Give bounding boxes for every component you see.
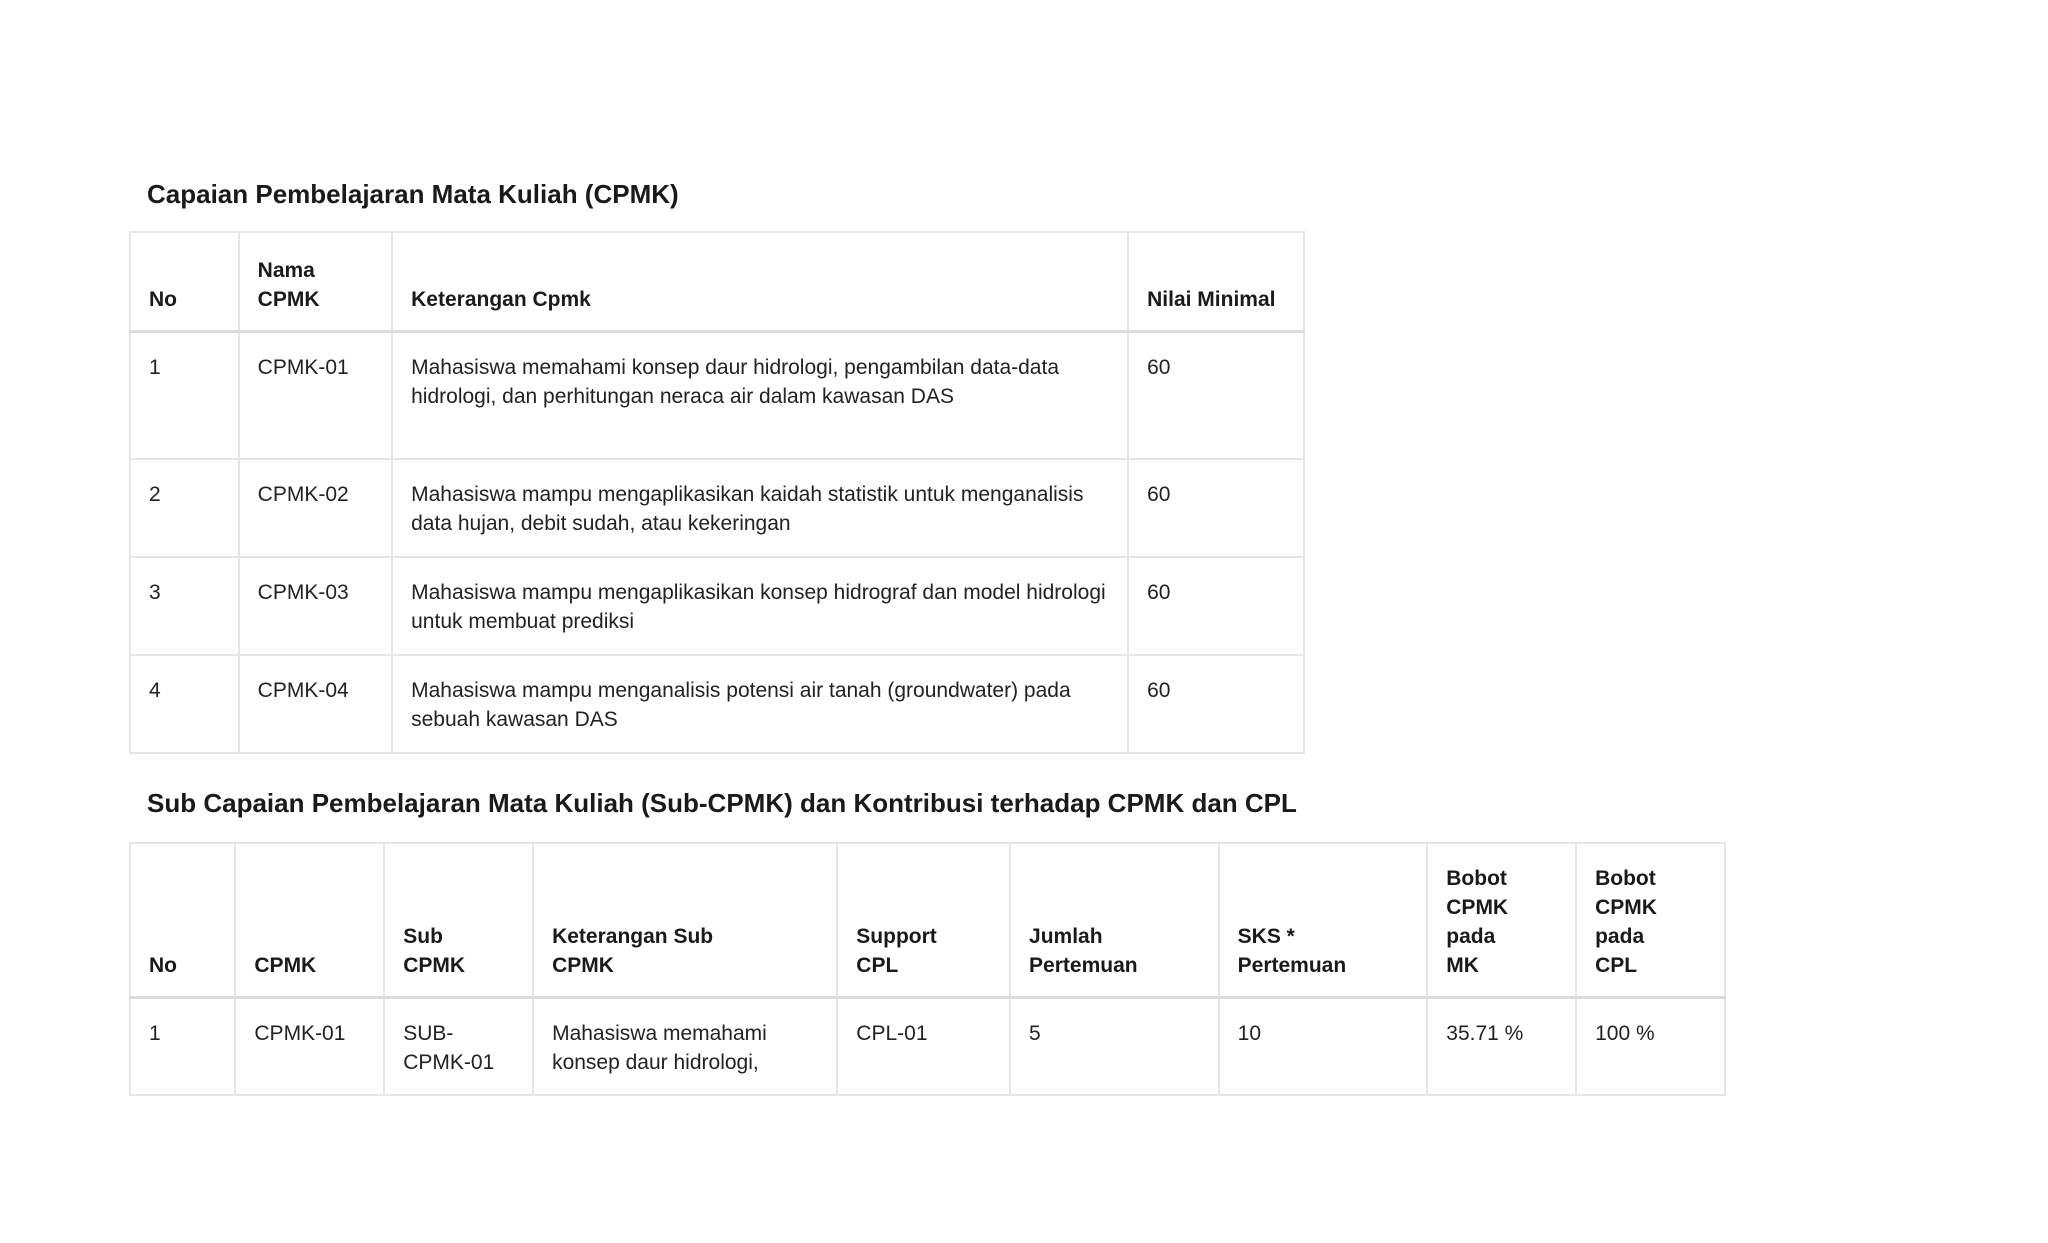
sub-cpmk-table bbox=[129, 842, 1726, 1096]
cell-nama-cpmk: CPMK-02 bbox=[239, 459, 392, 557]
cell-keterangan: Mahasiswa mampu menganalisis potensi air tanah (groundwater) pada sebuah kawasan DAS bbox=[392, 655, 1128, 753]
header-sub-cpmk: Sub CPMK bbox=[384, 843, 533, 998]
table-row bbox=[130, 459, 1304, 557]
header-support-cpl: Support CPL bbox=[837, 843, 1010, 998]
cell-no: 1 bbox=[130, 998, 235, 1096]
cell-no: 1 bbox=[130, 332, 239, 460]
cell-sks-pertemuan: 10 bbox=[1219, 998, 1428, 1096]
cell-no: 3 bbox=[130, 557, 239, 655]
header-jumlah-pertemuan: Jumlah Pertemuan bbox=[1010, 843, 1219, 998]
sub-cpmk-table-header bbox=[130, 843, 1725, 998]
cpmk-section-title: Capaian Pembelajaran Mata Kuliah (CPMK) bbox=[147, 179, 679, 209]
cell-keterangan: Mahasiswa mampu mengaplikasikan konsep hidrograf dan model hidrologi untuk membuat prediksi bbox=[392, 557, 1128, 655]
cell-bobot-cpmk-cpl: 100 % bbox=[1576, 998, 1725, 1096]
cell-no: 4 bbox=[130, 655, 239, 753]
cell-cpmk: CPMK-01 bbox=[235, 998, 384, 1096]
header-cpmk: CPMK bbox=[235, 843, 384, 998]
header-no: No bbox=[130, 843, 235, 998]
cell-bobot-cpmk-mk: 35.71 % bbox=[1427, 998, 1576, 1096]
cell-nilai-minimal: 60 bbox=[1128, 332, 1304, 460]
header-nilai-minimal: Nilai Minimal bbox=[1128, 232, 1304, 332]
cell-no: 2 bbox=[130, 459, 239, 557]
cell-keterangan: Mahasiswa mampu mengaplikasikan kaidah statistik untuk menganalisis data hujan, debit sudah, atau kekeringan bbox=[392, 459, 1128, 557]
header-keterangan-cpmk: Keterangan Cpmk bbox=[392, 232, 1128, 332]
cell-nama-cpmk: CPMK-01 bbox=[239, 332, 392, 460]
cell-nilai-minimal: 60 bbox=[1128, 557, 1304, 655]
header-sks-pertemuan: SKS * Pertemuan bbox=[1219, 843, 1428, 998]
cell-keterangan: Mahasiswa memahami konsep daur hidrologi, pengambilan data-data hidrologi, dan perhitungan neraca air dalam kawasan DAS bbox=[392, 332, 1128, 460]
header-no: No bbox=[130, 232, 239, 332]
cpmk-table-header bbox=[130, 232, 1304, 332]
table-row bbox=[130, 332, 1304, 460]
header-bobot-cpmk-mk: Bobot CPMK pada MK bbox=[1427, 843, 1576, 998]
sub-cpmk-section-title: Sub Capaian Pembelajaran Mata Kuliah (Sub-CPMK) dan Kontribusi terhadap CPMK dan CPL bbox=[147, 788, 1297, 818]
header-nama-cpmk: Nama CPMK bbox=[239, 232, 392, 332]
cell-jumlah-pertemuan: 5 bbox=[1010, 998, 1219, 1096]
header-keterangan-sub-cpmk: Keterangan Sub CPMK bbox=[533, 843, 837, 998]
table-row bbox=[130, 998, 1725, 1096]
cell-nilai-minimal: 60 bbox=[1128, 459, 1304, 557]
cell-support-cpl: CPL-01 bbox=[837, 998, 1010, 1096]
cell-nilai-minimal: 60 bbox=[1128, 655, 1304, 753]
cpmk-table bbox=[129, 231, 1305, 754]
cell-keterangan-sub-cpmk: Mahasiswa memahami konsep daur hidrologi, bbox=[533, 998, 837, 1096]
table-row bbox=[130, 655, 1304, 753]
cell-sub-cpmk: SUB-CPMK-01 bbox=[384, 998, 533, 1096]
cell-nama-cpmk: CPMK-04 bbox=[239, 655, 392, 753]
header-bobot-cpmk-cpl: Bobot CPMK pada CPL bbox=[1576, 843, 1725, 998]
cell-nama-cpmk: CPMK-03 bbox=[239, 557, 392, 655]
table-row bbox=[130, 557, 1304, 655]
